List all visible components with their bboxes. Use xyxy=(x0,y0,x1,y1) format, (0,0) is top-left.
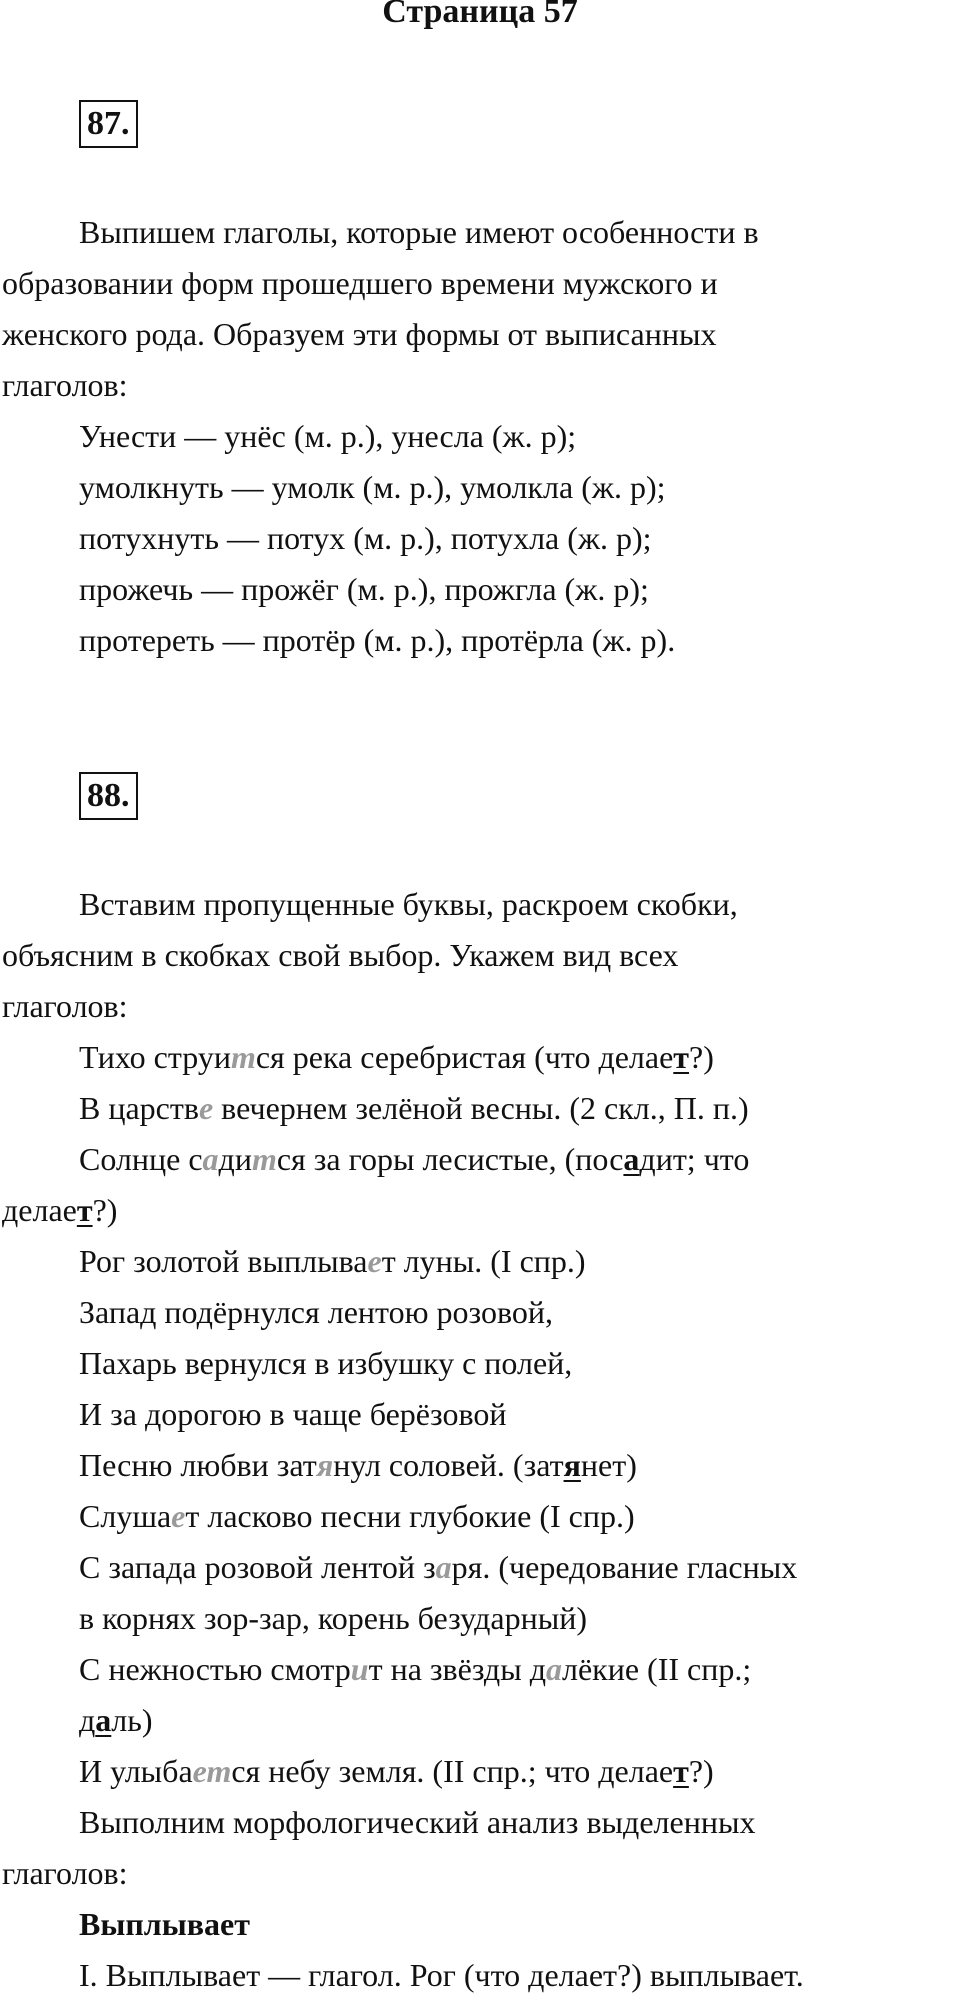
poem-line: Рог золотой выплывает луны. (I спр.) xyxy=(79,1243,586,1279)
underlined-letter: я xyxy=(563,1447,581,1483)
poem-line: Пахарь вернулся в избушку с полей, xyxy=(79,1345,573,1381)
inserted-letter: а xyxy=(202,1141,219,1177)
task-88-intro-line: Вставим пропущенные буквы, раскроем скобки, xyxy=(79,886,738,922)
page-title: Страница 57 xyxy=(382,0,578,30)
task-87-form-line: прожечь — прожёг (м. р.), прожгла (ж. р); xyxy=(79,571,649,607)
poem-line: С запада розовой лентой заря. (чередование гласных xyxy=(79,1549,798,1585)
underlined-letter: а xyxy=(623,1141,640,1177)
poem-line: делает?) xyxy=(2,1192,118,1228)
task-87-form-line: умолкнуть — умолк (м. р.), умолкла (ж. р); xyxy=(79,469,666,505)
inserted-letter: я xyxy=(316,1447,334,1483)
inserted-letter: а xyxy=(435,1549,452,1585)
underlined-letter: т xyxy=(673,1039,690,1075)
inserted-letter: а xyxy=(545,1651,562,1687)
underlined-letter: т xyxy=(76,1192,93,1228)
task-88-intro-line: объясним в скобках свой выбор. Укажем вид всех xyxy=(2,937,679,973)
inserted-letter: т xyxy=(230,1039,256,1075)
poem-line: В царстве вечернем зелёной весны. (2 скл., П. п.) xyxy=(79,1090,749,1126)
inserted-letter: е xyxy=(198,1090,214,1126)
task-87-intro-line: Выпишем глаголы, которые имеют особенности в xyxy=(79,214,759,250)
task-87-intro-line: глаголов: xyxy=(2,367,128,403)
inserted-letter: т xyxy=(251,1141,277,1177)
task-88-number: 88. xyxy=(79,772,138,820)
poem-line: в корнях зор-зар, корень безударный) xyxy=(79,1600,587,1636)
inserted-letter: е xyxy=(171,1498,186,1534)
poem-line: Запад подёрнулся лентою розовой, xyxy=(79,1294,553,1330)
task-87-form-line: потухнуть — потух (м. р.), потухла (ж. р); xyxy=(79,520,652,556)
task-87-form-line: Унести — унёс (м. р.), унесла (ж. р); xyxy=(79,418,577,454)
task-87-intro-line: образовании форм прошедшего времени мужского и xyxy=(2,265,718,301)
task-87-form-line: протереть — протёр (м. р.), протёрла (ж. р). xyxy=(79,622,676,658)
poem-line: Слушает ласково песни глубокие (I спр.) xyxy=(79,1498,635,1534)
analysis-intro-line: Выполним морфологический анализ выделенных xyxy=(79,1804,756,1840)
inserted-letter: и xyxy=(350,1651,369,1687)
underlined-letter: т xyxy=(673,1753,689,1789)
analysis-line: I. Выплывает — глагол. Рог (что делает?) выплывает. xyxy=(79,1957,804,1993)
poem-line: И улыбается небу земля. (II спр.; что делает?) xyxy=(79,1753,714,1789)
poem-line: даль) xyxy=(79,1702,153,1738)
poem-line: Солнце садится за горы лесистые, (посадит; что xyxy=(79,1141,750,1177)
inserted-letter: ет xyxy=(192,1753,232,1789)
task-88-intro-line: глаголов: xyxy=(2,988,128,1024)
task-87-number: 87. xyxy=(79,100,138,148)
poem-line: И за дорогою в чаще берёзовой xyxy=(79,1396,507,1432)
analysis-heading: Выплывает xyxy=(79,1906,250,1942)
inserted-letter: е xyxy=(367,1243,382,1279)
poem-line: Тихо струится река серебристая (что делает?) xyxy=(79,1039,714,1075)
poem-line: Песню любви затянул соловей. (затянет) xyxy=(79,1447,637,1483)
task-87-intro-line: женского рода. Образуем эти формы от выписанных xyxy=(2,316,717,352)
underlined-letter: а xyxy=(95,1702,112,1738)
poem-line: С нежностью смотрит на звёзды далёкие (II спр.; xyxy=(79,1651,752,1687)
analysis-intro-line: глаголов: xyxy=(2,1855,128,1891)
